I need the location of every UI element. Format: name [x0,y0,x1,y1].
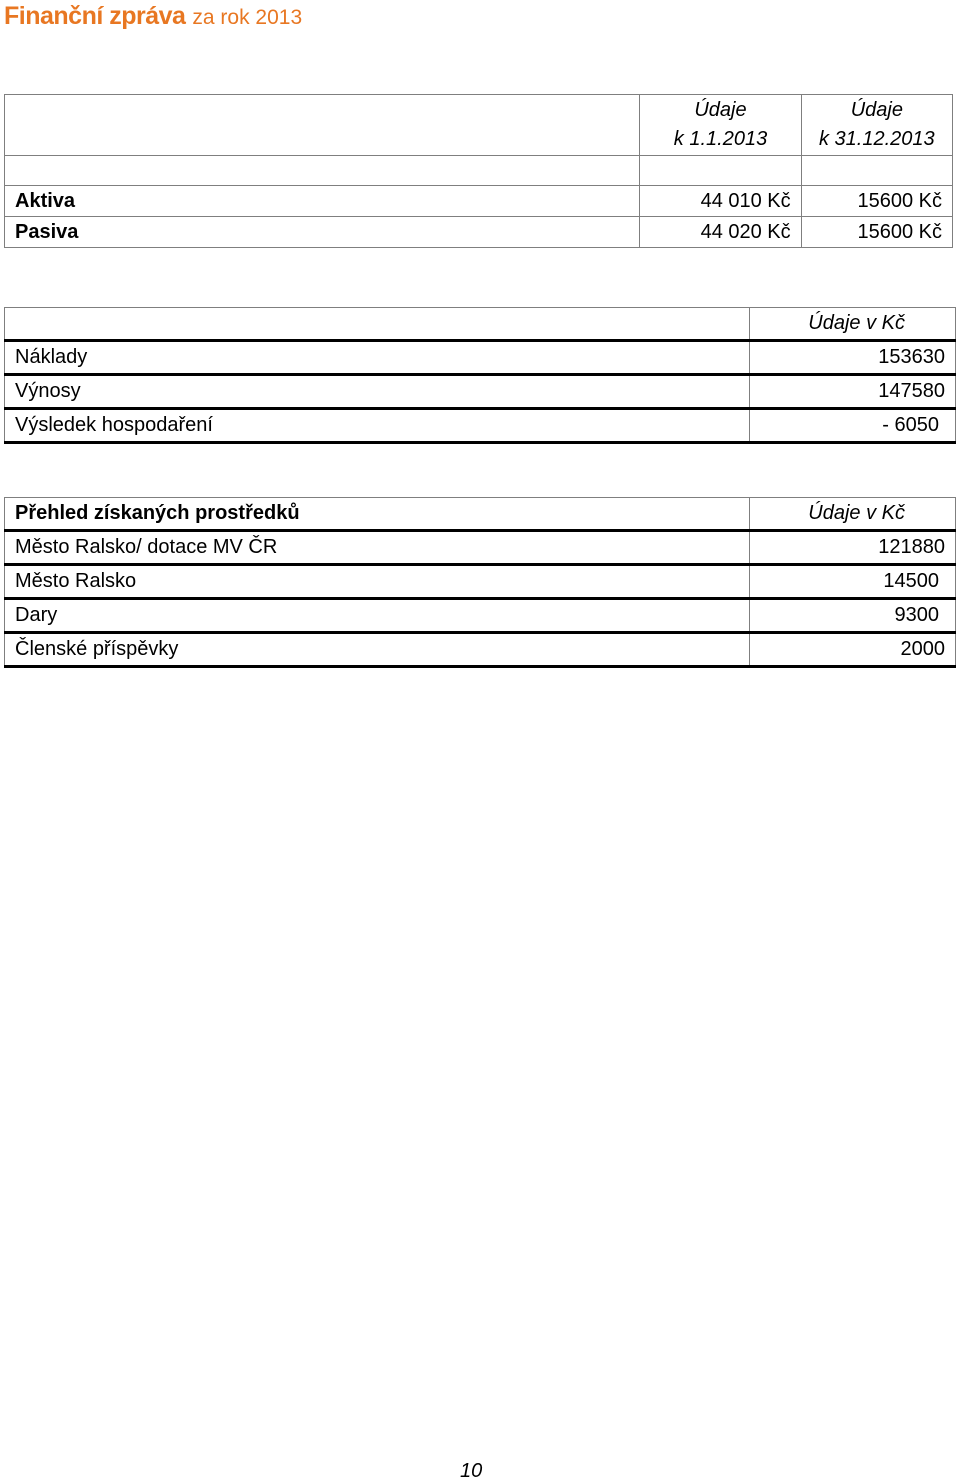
balance-col2-line2: k 31.12.2013 [819,128,935,150]
balance-value-end: 15600 Kč [801,186,952,217]
balance-spacer-cell [801,156,952,186]
page-number: 10 [460,1460,483,1482]
balance-label: Pasiva [5,217,640,248]
funding-table [4,497,956,668]
funding-label: Členské příspěvky [5,633,750,667]
balance-header-col2 [801,95,952,156]
results-unit-header: Údaje v Kč [750,308,956,341]
results-header-empty [5,308,750,341]
results-value: 153630 [750,341,956,375]
results-value: 147580 [750,375,956,409]
table-row [5,599,956,633]
balance-spacer-row [5,156,953,186]
funding-value: 9300 [750,599,956,633]
balance-spacer-cell [640,156,801,186]
balance-value-start: 44 020 Kč [640,217,801,248]
funding-value: 121880 [750,531,956,565]
funding-title: Přehled získaných prostředků [5,498,750,531]
results-label: Náklady [5,341,750,375]
funding-label: Město Ralsko/ dotace MV ČR [5,531,750,565]
balance-value-start: 44 010 Kč [640,186,801,217]
funding-label: Dary [5,599,750,633]
balance-col1-line1: Údaje [694,99,747,121]
funding-value: 14500 [750,565,956,599]
results-label: Výnosy [5,375,750,409]
balance-spacer-cell [5,156,640,186]
results-label: Výsledek hospodaření [5,409,750,443]
results-header-row [5,308,956,341]
funding-header-row [5,498,956,531]
balance-table [4,94,953,248]
table-row [5,633,956,667]
report-year: za rok 2013 [192,6,303,29]
balance-col1-line2: k 1.1.2013 [673,128,768,150]
table-row [5,531,956,565]
table-row [5,375,956,409]
results-value: - 6050 [750,409,956,443]
table-row [5,565,956,599]
table-row [5,341,956,375]
report-title: Finanční zpráva [4,2,186,30]
funding-value: 2000 [750,633,956,667]
balance-header-col1 [640,95,801,156]
table-row [5,186,953,217]
results-table [4,307,956,444]
page-title [4,2,302,31]
balance-header-empty [5,95,640,156]
funding-unit-header: Údaje v Kč [750,498,956,531]
balance-value-end: 15600 Kč [801,217,952,248]
table-row [5,217,953,248]
balance-col2-line1: Údaje [850,99,903,121]
balance-header-row [5,95,953,156]
balance-label: Aktiva [5,186,640,217]
funding-label: Město Ralsko [5,565,750,599]
table-row [5,409,956,443]
